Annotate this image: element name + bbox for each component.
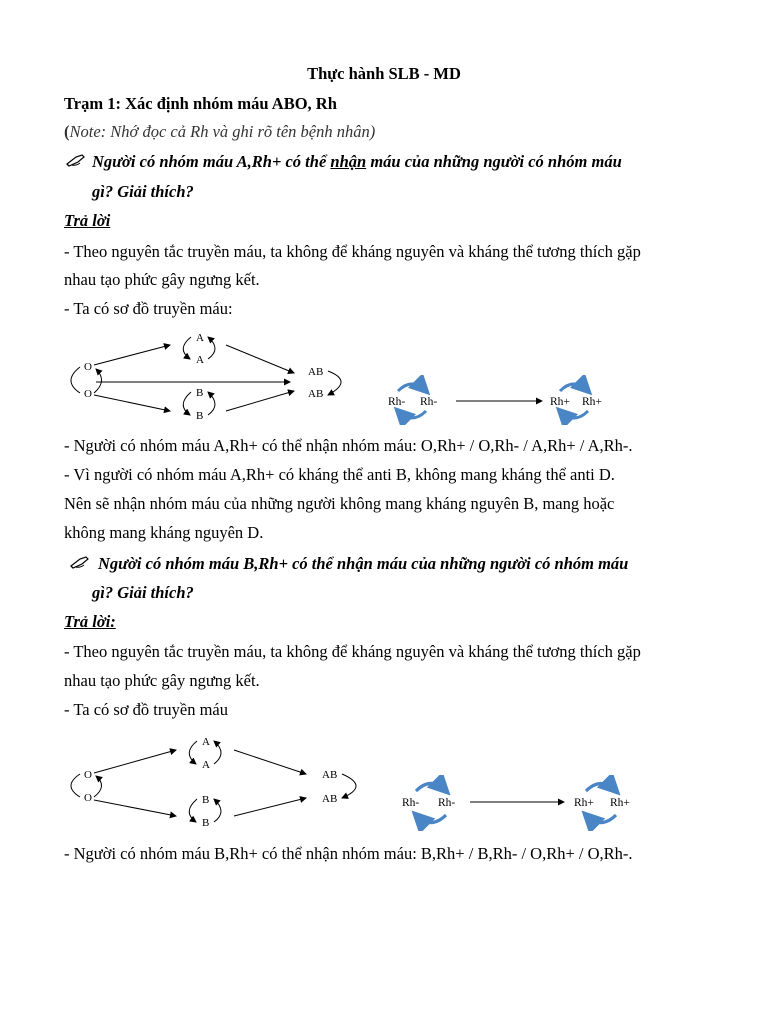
q1-part1: Người có nhóm máu A,Rh+ có thể bbox=[92, 152, 331, 171]
diagram2-a-top: A bbox=[202, 736, 210, 748]
rh-pos-1b: Rh+ bbox=[582, 396, 602, 408]
pencil-hand-icon bbox=[70, 555, 90, 574]
a1-paragraph-4-line-1: - Vì người có nhóm máu A,Rh+ có kháng thể anti B, không mang kháng thể anti D. bbox=[64, 465, 615, 484]
rh-pos-2a: Rh+ bbox=[574, 797, 594, 809]
question-2-line-2: gì? Giải thích? bbox=[92, 583, 194, 602]
page-title: Thực hành SLB - MD bbox=[307, 64, 461, 83]
diagram2-a-bottom: A bbox=[202, 759, 210, 771]
a1-paragraph-1-line-1: - Theo nguyên tắc truyền máu, ta không để kháng nguyên và kháng thể tương thích gặp bbox=[64, 242, 641, 261]
diagram1-b-bottom: B bbox=[196, 410, 204, 422]
diagram2-b-bottom: B bbox=[202, 817, 210, 829]
rh-pos-1a: Rh+ bbox=[550, 396, 570, 408]
a1-paragraph-3: - Người có nhóm máu A,Rh+ có thể nhận nhóm máu: O,Rh+ / O,Rh- / A,Rh+ / A,Rh-. bbox=[64, 436, 633, 455]
abo-transfusion-diagram-2 bbox=[58, 730, 378, 830]
diagram1-ab-top: AB bbox=[308, 366, 324, 378]
q1-part2: máu của những người có nhóm máu bbox=[366, 152, 622, 171]
diagram2-ab-bottom: AB bbox=[322, 793, 338, 805]
station-heading: Trạm 1: Xác định nhóm máu ABO, Rh bbox=[64, 94, 337, 113]
diagram1-b-top: B bbox=[196, 387, 204, 399]
abo-transfusion-diagram-1 bbox=[58, 325, 358, 425]
a2-paragraph-1-line-1: - Theo nguyên tắc truyền máu, ta không để kháng nguyên và kháng thể tương thích gặp bbox=[64, 642, 641, 661]
a1-paragraph-2: - Ta có sơ đồ truyền máu: bbox=[64, 299, 233, 318]
rh-transfusion-diagram-2 bbox=[396, 775, 646, 831]
rh-transfusion-diagram-1 bbox=[380, 375, 620, 425]
rh-pos-2b: Rh+ bbox=[610, 797, 630, 809]
answer-2-label: Trả lời: bbox=[64, 612, 116, 631]
diagram2-o-top: O bbox=[84, 769, 92, 781]
rh-neg-1b: Rh- bbox=[420, 396, 438, 408]
rh-neg-2a: Rh- bbox=[402, 797, 420, 809]
a2-paragraph-1-line-2: nhau tạo phức gây ngưng kết. bbox=[64, 671, 260, 690]
note-paren: ( bbox=[64, 122, 70, 141]
a1-paragraph-1-line-2: nhau tạo phức gây ngưng kết. bbox=[64, 270, 260, 289]
q1-underlined-word: nhận bbox=[330, 152, 367, 171]
a2-paragraph-3: - Người có nhóm máu B,Rh+ có thể nhận nhóm máu: B,Rh+ / B,Rh- / O,Rh+ / O,Rh-. bbox=[64, 844, 633, 863]
rh-neg-1a: Rh- bbox=[388, 396, 406, 408]
a1-paragraph-4-line-3: không mang kháng nguyên D. bbox=[64, 523, 264, 542]
a1-paragraph-4-line-2: Nên sẽ nhận nhóm máu của những người không mang kháng nguyên B, mang hoặc bbox=[64, 494, 615, 513]
note-line bbox=[64, 122, 375, 142]
diagram1-o-bottom: O bbox=[84, 388, 92, 400]
a2-paragraph-2: - Ta có sơ đồ truyền máu bbox=[64, 700, 228, 719]
question-1-line-1 bbox=[92, 152, 622, 172]
diagram1-ab-bottom: AB bbox=[308, 388, 324, 400]
pencil-hand-icon bbox=[66, 153, 86, 172]
diagram1-o-top: O bbox=[84, 361, 92, 373]
diagram2-b-top: B bbox=[202, 794, 210, 806]
diagram2-o-bottom: O bbox=[84, 792, 92, 804]
rh-neg-2b: Rh- bbox=[438, 797, 456, 809]
diagram1-a-top: A bbox=[196, 332, 204, 344]
diagram1-a-bottom: A bbox=[196, 354, 204, 366]
question-2-line-1: Người có nhóm máu B,Rh+ có thể nhận máu của những người có nhóm máu bbox=[98, 554, 629, 573]
question-1-line-2: gì? Giải thích? bbox=[92, 182, 194, 201]
answer-1-label: Trả lời bbox=[64, 211, 111, 230]
note-text: Note: Nhớ đọc cả Rh và ghi rõ tên bệnh nhân) bbox=[69, 122, 376, 141]
diagram2-ab-top: AB bbox=[322, 769, 338, 781]
